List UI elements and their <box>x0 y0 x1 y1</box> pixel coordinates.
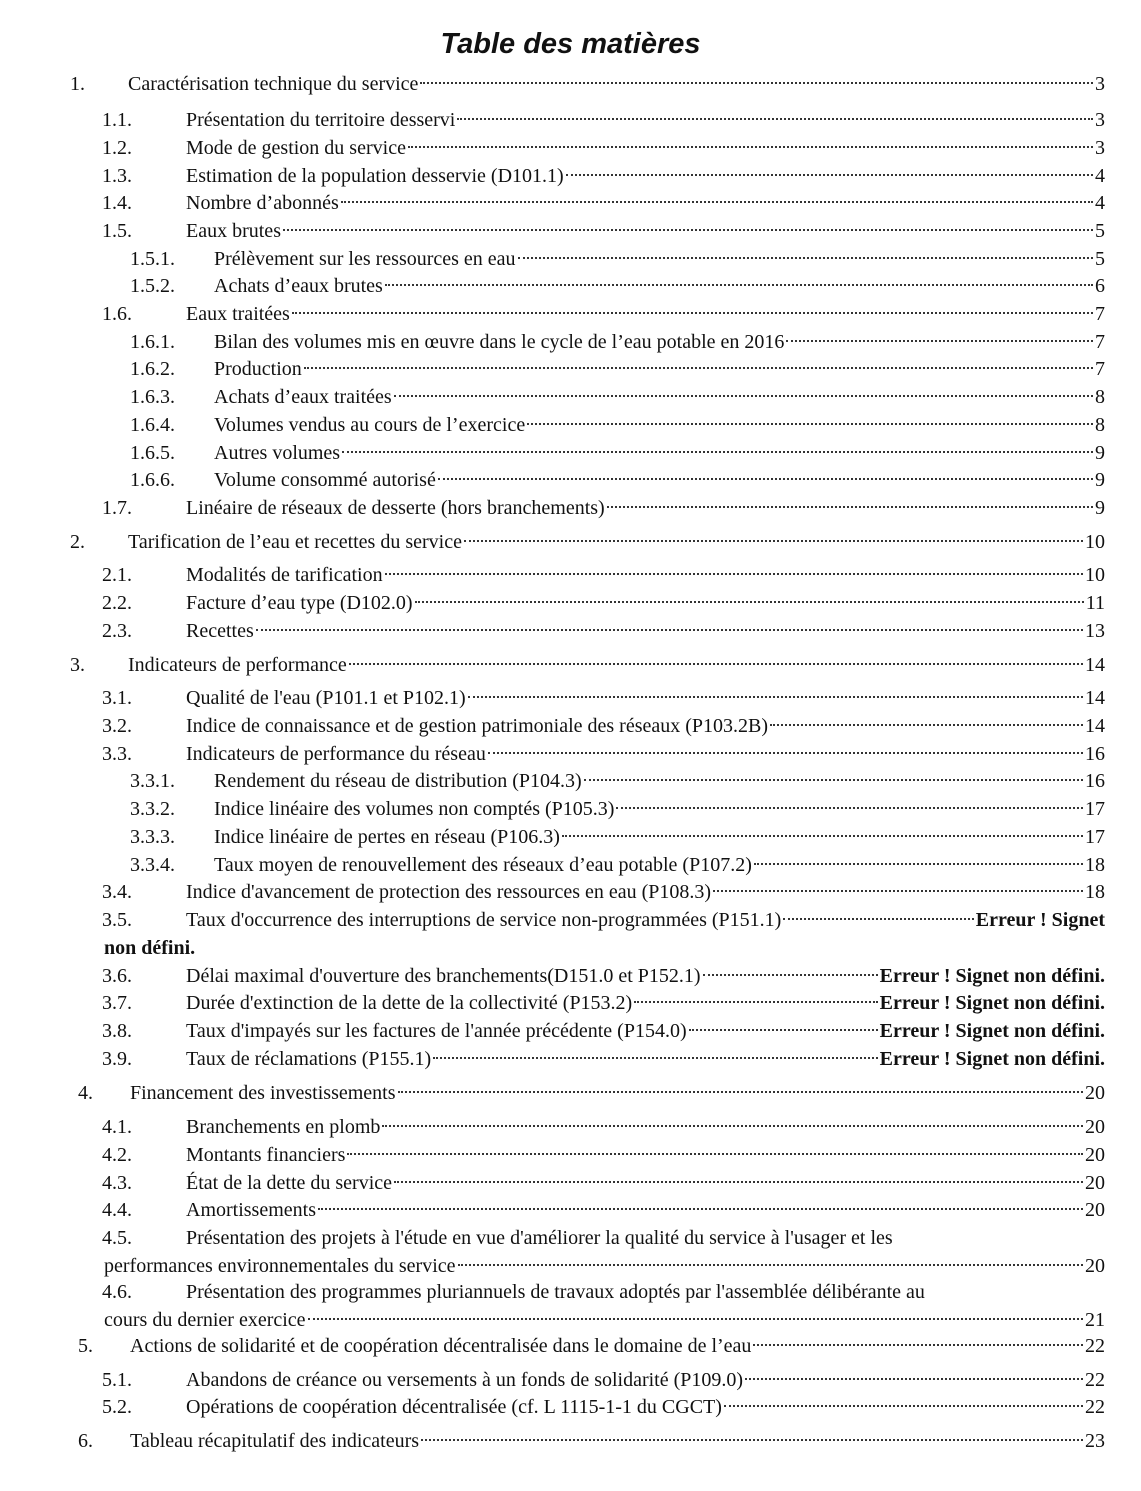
toc-entry-page: 21 <box>1085 1309 1105 1331</box>
dot-leader <box>304 367 1093 369</box>
toc-entry-line <box>214 795 1105 823</box>
toc-entry-page: 10 <box>1085 564 1105 586</box>
toc-entry-title: Montants financiers <box>186 1144 346 1166</box>
toc-entry-number: 2. <box>70 531 85 553</box>
toc-entry-title: Qualité de l'eau (P101.1 et P102.1) <box>186 687 466 709</box>
toc-entry-number: 4.5. <box>102 1227 132 1249</box>
toc-entry-line <box>186 1045 1105 1073</box>
dot-leader <box>607 506 1093 508</box>
toc-entry[interactable] <box>0 767 1141 795</box>
toc-entry-page: 20 <box>1085 1082 1105 1104</box>
dot-leader <box>394 1181 1083 1183</box>
dot-leader <box>724 1405 1083 1407</box>
toc-entry-title: Modalités de tarification <box>186 564 383 586</box>
dot-leader <box>745 1378 1083 1380</box>
toc-entry[interactable] <box>0 589 1141 617</box>
toc-entry[interactable] <box>0 528 1141 556</box>
toc-entry-title: Indice d'avancement de protection des ressources en eau (P108.3) <box>186 881 712 903</box>
toc-entry-number: 1.6.2. <box>130 358 175 380</box>
dot-leader <box>468 696 1083 698</box>
dot-leader <box>349 663 1083 665</box>
toc-entry[interactable] <box>0 823 1141 851</box>
toc-entry-page: 4 <box>1095 192 1105 214</box>
toc-entry-continuation[interactable] <box>0 1252 1141 1280</box>
toc-entry[interactable] <box>0 1196 1141 1224</box>
toc-entry-title: Tarification de l’eau et recettes du service <box>128 531 462 553</box>
toc-entry-line <box>214 328 1105 356</box>
toc-entry-line <box>128 528 1105 556</box>
toc-entry-line <box>214 439 1105 467</box>
dot-leader <box>292 312 1093 314</box>
toc-entry-title: Taux moyen de renouvellement des réseaux d’eau potable (P107.2) <box>214 854 752 876</box>
toc-entry-line <box>186 561 1105 589</box>
toc-entry-line <box>186 989 1105 1017</box>
toc-entry[interactable] <box>0 1141 1141 1169</box>
toc-entry-number: 3.3.4. <box>130 854 175 876</box>
toc-entry-title: Opérations de coopération décentralisée (cf. L 1115-1-1 du CGCT) <box>186 1396 722 1418</box>
toc-entry-line <box>186 1141 1105 1169</box>
toc-entry-line <box>186 589 1105 617</box>
toc-entry-title: État de la dette du service <box>186 1172 393 1194</box>
dot-leader <box>318 1208 1083 1210</box>
toc-entry-title: Volume consommé autorisé <box>214 469 436 491</box>
toc-entry-page: 18 <box>1085 854 1105 876</box>
toc-entry-line <box>104 1306 1105 1334</box>
toc-entry-continuation <box>0 934 1141 962</box>
toc-entry-number: 1.6.5. <box>130 442 175 464</box>
toc-entry-page: 14 <box>1085 654 1105 676</box>
toc-entry[interactable] <box>0 106 1141 134</box>
dot-leader <box>385 284 1093 286</box>
dot-leader <box>754 863 1083 865</box>
toc-entry-number: 4.1. <box>102 1116 132 1138</box>
toc-entry[interactable] <box>0 906 1141 934</box>
toc-entry-line <box>186 217 1105 245</box>
toc-entry-title: Achats d’eaux brutes <box>214 275 383 297</box>
toc-entry-number: 2.2. <box>102 592 132 614</box>
toc-entry-line <box>186 189 1105 217</box>
toc-entry-page: 9 <box>1095 469 1105 491</box>
toc-entry[interactable] <box>0 162 1141 190</box>
dot-leader <box>256 629 1083 631</box>
toc-entry-title: Indice linéaire de pertes en réseau (P106.3) <box>214 826 560 848</box>
toc-entry-line <box>214 823 1105 851</box>
toc-entry-page: 20 <box>1085 1172 1105 1194</box>
toc-entry-page: 3 <box>1095 137 1105 159</box>
toc-entry[interactable] <box>0 134 1141 162</box>
toc-entry[interactable] <box>0 1169 1141 1197</box>
toc-entry-page: 18 <box>1085 881 1105 903</box>
toc-entry[interactable] <box>0 466 1141 494</box>
bookmark-error-text: Erreur ! Signet non défini. <box>879 965 1105 987</box>
toc-entry-title: Mode de gestion du service <box>186 137 406 159</box>
dot-leader <box>703 974 878 976</box>
toc-entry-line <box>186 1169 1105 1197</box>
toc-entry-line <box>214 272 1105 300</box>
dot-leader <box>584 779 1083 781</box>
toc-entry-line <box>128 651 1105 679</box>
toc-entry-page: 20 <box>1085 1199 1105 1221</box>
toc-entry-title: Présentation des programmes pluriannuels de travaux adoptés par l'assemblée délibérante au <box>186 1281 925 1303</box>
toc-entry-title: Actions de solidarité et de coopération décentralisée dans le domaine de l’eau <box>130 1335 752 1357</box>
toc-entry[interactable] <box>0 1079 1141 1107</box>
toc-entry-line <box>186 1278 1105 1306</box>
toc-entry-number: 1.5.1. <box>130 248 175 270</box>
toc-entry-title: Rendement du réseau de distribution (P104.3) <box>214 770 582 792</box>
dot-leader <box>433 1057 877 1059</box>
toc-entry-title: Production <box>214 358 302 380</box>
dot-leader <box>518 257 1093 259</box>
dot-leader <box>783 918 973 920</box>
toc-entry[interactable] <box>0 740 1141 768</box>
dot-leader <box>342 451 1093 453</box>
dot-leader <box>616 807 1083 809</box>
toc-entry-page: 17 <box>1085 826 1105 848</box>
toc-entry[interactable] <box>0 712 1141 740</box>
toc-entry-title: Indice linéaire des volumes non comptés (P105.3) <box>214 798 615 820</box>
toc-entry[interactable] <box>0 617 1141 645</box>
toc-entry-number: 1.6.3. <box>130 386 175 408</box>
toc-entry[interactable] <box>0 494 1141 522</box>
toc-entry-page: 9 <box>1095 442 1105 464</box>
toc-entry-page: 4 <box>1095 165 1105 187</box>
toc-entry-number: 3. <box>70 654 85 676</box>
toc-entry-page: 22 <box>1085 1396 1105 1418</box>
toc-entry-title: Durée d'extinction de la dette de la collectivité (P153.2) <box>186 992 633 1014</box>
toc-entry-line <box>186 1224 1105 1252</box>
dot-leader <box>438 478 1093 480</box>
toc-entry-line <box>104 1252 1105 1280</box>
toc-entry-number: 2.3. <box>102 620 132 642</box>
toc-entry[interactable] <box>0 1224 1141 1252</box>
bookmark-error-text: Erreur ! Signet non défini. <box>879 1020 1105 1042</box>
toc-entry-number: 1.4. <box>102 192 132 214</box>
toc-entry-title: Délai maximal d'ouverture des branchements(D151.0 et P152.1) <box>186 965 701 987</box>
toc-entry-number: 1.6.4. <box>130 414 175 436</box>
toc-entry-page: 8 <box>1095 386 1105 408</box>
toc-entry-title: Eaux brutes <box>186 220 281 242</box>
toc-entry-title: Présentation des projets à l'étude en vue d'améliorer la qualité du service à l'usager et les <box>186 1227 893 1249</box>
toc-entry[interactable] <box>0 1366 1141 1394</box>
toc-entry-page: 6 <box>1095 275 1105 297</box>
toc-entry-line <box>130 1332 1105 1360</box>
toc-entry-title: Taux d'impayés sur les factures de l'année précédente (P154.0) <box>186 1020 687 1042</box>
bookmark-error-text: Erreur ! Signet non défini. <box>879 992 1105 1014</box>
toc-entry-number: 1.7. <box>102 497 132 519</box>
toc-entry-number: 4.4. <box>102 1199 132 1221</box>
toc-entry-page: 8 <box>1095 414 1105 436</box>
toc-entry-title: Achats d’eaux traitées <box>214 386 392 408</box>
toc-entry-page: 10 <box>1085 531 1105 553</box>
dot-leader <box>398 1091 1083 1093</box>
toc-entry[interactable] <box>0 245 1141 273</box>
toc-entry-page: 5 <box>1095 220 1105 242</box>
toc-entry-number: 1.5.2. <box>130 275 175 297</box>
toc-entry-page: 22 <box>1085 1369 1105 1391</box>
dot-leader <box>713 890 1083 892</box>
toc-entry-title: Financement des investissements <box>130 1082 396 1104</box>
toc-entry-line <box>186 878 1105 906</box>
toc-entry-title: Abandons de créance ou versements à un fonds de solidarité (P109.0) <box>186 1369 744 1391</box>
toc-entry[interactable] <box>0 272 1141 300</box>
toc-entry-number: 2.1. <box>102 564 132 586</box>
toc-entry-page: 16 <box>1085 770 1105 792</box>
toc-entry-line <box>214 245 1105 273</box>
toc-entry-line <box>186 300 1105 328</box>
toc-entry[interactable] <box>0 684 1141 712</box>
dot-leader <box>408 146 1093 148</box>
dot-leader <box>283 229 1093 231</box>
toc-entry-line <box>214 411 1105 439</box>
toc-entry[interactable] <box>0 1017 1141 1045</box>
dot-leader <box>415 601 1084 603</box>
toc-entry-title: Recettes <box>186 620 254 642</box>
toc-entry-page: 22 <box>1085 1335 1105 1357</box>
dot-leader <box>420 82 1093 84</box>
dot-leader <box>347 1153 1083 1155</box>
dot-leader <box>689 1029 878 1031</box>
toc-entry-title: Prélèvement sur les ressources en eau <box>214 248 516 270</box>
toc-entry[interactable] <box>0 217 1141 245</box>
toc-entry-title: Indicateurs de performance <box>128 654 347 676</box>
toc-entry[interactable] <box>0 1393 1141 1421</box>
toc-entry[interactable] <box>0 1427 1141 1455</box>
toc-entry-title-continued: cours du dernier exercice <box>104 1309 306 1331</box>
toc-entry[interactable] <box>0 1113 1141 1141</box>
toc-entry-line <box>214 466 1105 494</box>
toc-entry-number: 1.5. <box>102 220 132 242</box>
toc-entry-page: 20 <box>1085 1255 1105 1277</box>
toc-entry[interactable] <box>0 651 1141 679</box>
toc-entry-page: 17 <box>1085 798 1105 820</box>
toc-entry[interactable] <box>0 439 1141 467</box>
toc-entry-title: Tableau récapitulatif des indicateurs <box>130 1430 420 1452</box>
dot-leader <box>464 540 1083 542</box>
toc-entry-number: 4.6. <box>102 1281 132 1303</box>
toc-entry-page: 3 <box>1095 73 1105 95</box>
toc-entry-title: Autres volumes <box>214 442 341 464</box>
toc-entry-title: Amortissements <box>186 1199 316 1221</box>
toc-entry-number: 3.4. <box>102 881 132 903</box>
toc-entry-title: Estimation de la population desservie (D101.1) <box>186 165 564 187</box>
dot-leader <box>457 118 1093 120</box>
toc-entry-title: Eaux traitées <box>186 303 290 325</box>
dot-leader <box>421 1439 1083 1441</box>
toc-entry-page: 20 <box>1085 1116 1105 1138</box>
dot-leader <box>753 1344 1083 1346</box>
toc-entry-page: 11 <box>1085 592 1105 614</box>
toc-entry-number: 3.8. <box>102 1020 132 1042</box>
toc-entry-line <box>186 1196 1105 1224</box>
toc-entry-line <box>186 906 1105 934</box>
dot-leader <box>634 1001 877 1003</box>
toc-entry[interactable] <box>0 300 1141 328</box>
toc-entry-page: 9 <box>1095 497 1105 519</box>
toc-entry-title: Bilan des volumes mis en œuvre dans le cycle de l’eau potable en 2016 <box>214 331 785 353</box>
toc-entry[interactable] <box>0 878 1141 906</box>
dot-leader <box>382 1125 1083 1127</box>
dot-leader <box>566 174 1093 176</box>
dot-leader <box>562 835 1083 837</box>
dot-leader <box>786 340 1093 342</box>
toc-entry-number: 6. <box>78 1430 93 1452</box>
toc-entry-title: Linéaire de réseaux de desserte (hors branchements) <box>186 497 605 519</box>
toc-entry[interactable] <box>0 851 1141 879</box>
toc-entry-line <box>186 494 1105 522</box>
toc-entry-line <box>128 70 1105 98</box>
dot-leader <box>385 573 1083 575</box>
toc-entry-page: 20 <box>1085 1144 1105 1166</box>
toc-entry-line <box>186 106 1105 134</box>
toc-entry-title: Facture d’eau type (D102.0) <box>186 592 413 614</box>
bookmark-error-text-continued: non défini. <box>104 937 196 959</box>
toc-entry-title: Volumes vendus au cours de l’exercice <box>214 414 526 436</box>
toc-entry-number: 3.3.1. <box>130 770 175 792</box>
dot-leader <box>458 1264 1083 1266</box>
toc-entry[interactable] <box>0 795 1141 823</box>
toc-entry-line <box>186 962 1105 990</box>
toc-entry-number: 1.6.6. <box>130 469 175 491</box>
toc-entry-line <box>214 383 1105 411</box>
toc-entry-title: Caractérisation technique du service <box>128 73 419 95</box>
toc-entry-number: 3.9. <box>102 1048 132 1070</box>
toc-entry-number: 3.7. <box>102 992 132 1014</box>
toc-entry-number: 3.6. <box>102 965 132 987</box>
toc-entry-page: 3 <box>1095 109 1105 131</box>
toc-entry[interactable] <box>0 1278 1141 1306</box>
toc-entry-number: 3.1. <box>102 687 132 709</box>
toc-entry-line <box>186 1366 1105 1394</box>
toc-entry-number: 1.3. <box>102 165 132 187</box>
toc-entry-title: Nombre d’abonnés <box>186 192 339 214</box>
toc-entry-number: 3.5. <box>102 909 132 931</box>
toc-entry[interactable] <box>0 355 1141 383</box>
toc-entry-line <box>186 162 1105 190</box>
toc-entry-line <box>130 1079 1105 1107</box>
toc-entry-title: Indice de connaissance et de gestion patrimoniale des réseaux (P103.2B) <box>186 715 769 737</box>
toc-entry-page: 14 <box>1085 715 1105 737</box>
toc-entry-line <box>186 1113 1105 1141</box>
toc-entry-page: 5 <box>1095 248 1105 270</box>
toc-entry-title: Indicateurs de performance du réseau <box>186 743 486 765</box>
toc-entry-line <box>186 740 1105 768</box>
bookmark-error-text: Erreur ! Signet <box>975 909 1105 931</box>
toc-entry-number: 4.2. <box>102 1144 132 1166</box>
toc-entry-number: 5.2. <box>102 1396 132 1418</box>
toc-entry-page: 7 <box>1095 358 1105 380</box>
toc-entry-line <box>186 134 1105 162</box>
toc-entry-number: 1.6.1. <box>130 331 175 353</box>
toc-entry[interactable] <box>0 962 1141 990</box>
toc-entry-page: 23 <box>1085 1430 1105 1452</box>
bookmark-error-text: Erreur ! Signet non défini. <box>879 1048 1105 1070</box>
toc-entry[interactable] <box>0 189 1141 217</box>
toc-entry[interactable] <box>0 328 1141 356</box>
toc-entry-continuation[interactable] <box>0 1306 1141 1334</box>
toc-entry-number: 5.1. <box>102 1369 132 1391</box>
toc-entry-line <box>214 355 1105 383</box>
toc-entry-line <box>130 1427 1105 1455</box>
toc-entry-line <box>186 684 1105 712</box>
toc-entry-line <box>186 617 1105 645</box>
toc-entry-page: 16 <box>1085 743 1105 765</box>
toc-entry-number: 1.6. <box>102 303 132 325</box>
toc-entry[interactable] <box>0 411 1141 439</box>
toc-entry-page: 7 <box>1095 303 1105 325</box>
toc-entry-number: 3.3. <box>102 743 132 765</box>
toc-entry-line <box>186 1393 1105 1421</box>
dot-leader <box>770 724 1083 726</box>
toc-entry-number: 1.2. <box>102 137 132 159</box>
toc-entry-number: 3.2. <box>102 715 132 737</box>
page-title: Table des matières <box>440 28 701 60</box>
toc-entry[interactable] <box>0 1045 1141 1073</box>
toc-entry[interactable] <box>0 561 1141 589</box>
toc-entry-page: 7 <box>1095 331 1105 353</box>
dot-leader <box>488 752 1083 754</box>
toc-entry-number: 3.3.2. <box>130 798 175 820</box>
toc-entry-number: 1. <box>70 73 85 95</box>
toc-entry-title: Taux de réclamations (P155.1) <box>186 1048 432 1070</box>
dot-leader <box>527 423 1093 425</box>
toc-entry-title-continued: performances environnementales du service <box>104 1255 456 1277</box>
toc-entry[interactable] <box>0 1332 1141 1360</box>
dot-leader <box>394 395 1093 397</box>
toc-entry-title: Présentation du territoire desservi <box>186 109 456 131</box>
toc-entry-number: 5. <box>78 1335 93 1357</box>
toc-entry[interactable] <box>0 383 1141 411</box>
toc-entry-line <box>214 767 1105 795</box>
toc-entry-line <box>186 1017 1105 1045</box>
toc-entry-number: 3.3.3. <box>130 826 175 848</box>
toc-entry-line <box>214 851 1105 879</box>
toc-entry-page: 13 <box>1085 620 1105 642</box>
toc-entry[interactable] <box>0 989 1141 1017</box>
toc-entry-line <box>186 712 1105 740</box>
toc-entry-page: 14 <box>1085 687 1105 709</box>
dot-leader <box>308 1318 1083 1320</box>
toc-entry-number: 4. <box>78 1082 93 1104</box>
toc-entry-title: Branchements en plomb <box>186 1116 381 1138</box>
toc-entry[interactable] <box>0 70 1141 98</box>
dot-leader <box>341 201 1093 203</box>
toc-entry-title: Taux d'occurrence des interruptions de service non-programmées (P151.1) <box>186 909 782 931</box>
toc-entry-number: 1.1. <box>102 109 132 131</box>
toc-entry-number: 4.3. <box>102 1172 132 1194</box>
